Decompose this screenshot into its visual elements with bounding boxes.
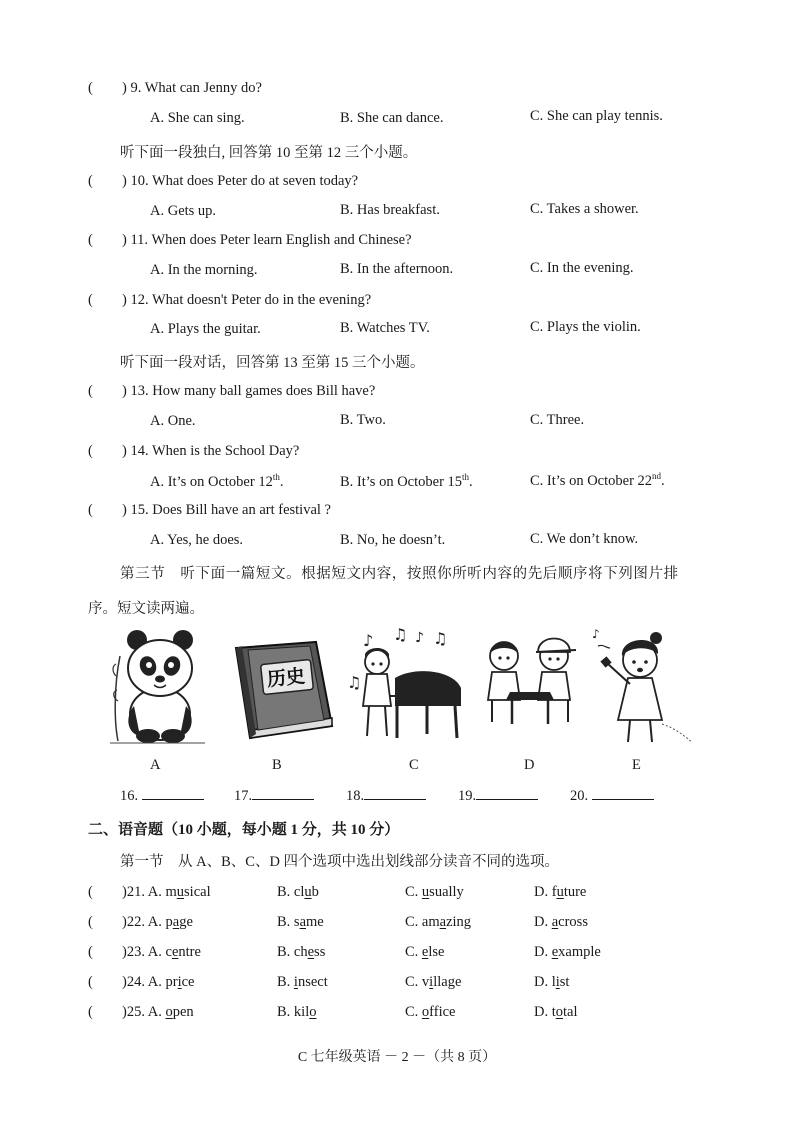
option-punct: . xyxy=(279,473,284,490)
option-word: centre xyxy=(165,944,201,960)
svg-text:♫: ♫ xyxy=(433,629,448,648)
option-23c xyxy=(405,944,444,961)
instruction-monologue: 听下面一段独白, 回答第 10 至第 12 三个小题。 xyxy=(120,145,418,161)
question-11: ) 11. When does Peter learn English and Chinese? xyxy=(122,232,412,248)
option-21c xyxy=(405,884,464,901)
answer-blank-19[interactable] xyxy=(458,787,538,805)
question-15: ) 15. Does Bill have an art festival ? xyxy=(122,502,331,518)
blank-line[interactable] xyxy=(476,787,538,800)
blank-number: 17. xyxy=(234,788,253,804)
option-12c: C. Plays the violin. xyxy=(530,319,641,335)
option-22c xyxy=(405,914,471,931)
instruction-dialogue: 听下面一段对话，回答第 13 至第 15 三个小题。 xyxy=(120,355,425,371)
option-punct: . xyxy=(469,473,473,490)
answer-bracket-14[interactable]: ( xyxy=(88,443,93,459)
piano-girl-picture xyxy=(345,626,465,744)
question-number: 12. xyxy=(130,292,149,308)
option-24c xyxy=(405,974,461,991)
option-word: C. village xyxy=(405,974,462,990)
option-word: musical xyxy=(165,884,211,900)
underlined-letters: u xyxy=(176,884,185,900)
section3-instruction-line1: 第三节 听下面一篇短文。根据短文内容，按照你所听内容的先后顺序将下列图片排 xyxy=(120,566,679,582)
option-11c: C. In the evening. xyxy=(530,260,634,276)
part2-section1-instruction: 第一节 从 A、B、C、D 四个选项中选出划线部分读音不同的选项。 xyxy=(120,854,560,870)
answer-bracket-22[interactable]: ( xyxy=(88,914,93,930)
question-number: 14. xyxy=(130,443,149,459)
blank-line[interactable] xyxy=(364,787,426,800)
option-25c xyxy=(405,1004,455,1021)
option-punct: . xyxy=(661,472,665,489)
underlined-letters: u xyxy=(556,884,564,900)
chess-kids-picture xyxy=(480,630,580,730)
answer-blank-16[interactable] xyxy=(120,787,204,805)
question-number: 11. xyxy=(130,232,149,248)
question-number: )24. A. xyxy=(122,974,166,990)
option-11a: A. In the morning. xyxy=(150,262,258,278)
option-word: B. club xyxy=(277,884,319,900)
underlined-letters: i xyxy=(555,974,560,990)
answer-bracket-15[interactable]: ( xyxy=(88,502,93,518)
option-23b xyxy=(277,944,325,961)
picture-label-b: B xyxy=(272,757,282,773)
panda-picture xyxy=(110,626,205,744)
underlined-letters: e xyxy=(551,944,559,960)
ordinal-suffix: th xyxy=(272,472,280,482)
answer-bracket-13[interactable]: ( xyxy=(88,383,93,399)
ordinal-suffix: nd xyxy=(652,471,662,481)
option-word: C. amazing xyxy=(405,914,472,930)
underlined-letters: a xyxy=(172,914,180,930)
underlined-letters: e xyxy=(307,944,315,960)
answer-bracket-12[interactable]: ( xyxy=(88,292,93,308)
option-14b xyxy=(340,472,473,491)
option-word: C. else xyxy=(405,944,445,960)
option-13a: A. One. xyxy=(150,413,196,429)
option-word: price xyxy=(165,974,195,990)
option-23d xyxy=(534,944,601,961)
option-word: C. usually xyxy=(405,884,464,900)
book-title: 历史 xyxy=(265,665,307,691)
question-stem: Does Bill have an art festival ? xyxy=(152,502,331,518)
option-word: D. future xyxy=(534,884,587,900)
option-word: D. example xyxy=(534,944,601,960)
underlined-letters: o xyxy=(421,1004,430,1020)
svg-text:♫: ♫ xyxy=(347,673,362,692)
option-15a: A. Yes, he does. xyxy=(150,532,244,548)
option-15c: C. We don’t know. xyxy=(530,531,639,547)
svg-text:♪: ♪ xyxy=(363,631,374,650)
option-21a xyxy=(122,884,211,901)
underlined-letters: o xyxy=(309,1004,317,1020)
option-word: open xyxy=(165,1004,194,1020)
ordinal-suffix: th xyxy=(462,472,470,482)
option-23a xyxy=(122,944,201,961)
question-number: 10. xyxy=(130,173,149,189)
option-25a xyxy=(122,1004,194,1021)
blank-number: 19. xyxy=(458,788,477,804)
question-13: ) 13. How many ball games does Bill have? xyxy=(122,383,376,399)
option-11b: B. In the afternoon. xyxy=(340,261,454,277)
option-word: D. across xyxy=(534,914,588,930)
option-word: B. chess xyxy=(277,944,326,960)
option-text: C. It’s on October 22 xyxy=(530,472,653,489)
option-22b xyxy=(277,914,324,931)
option-9a: A. She can sing. xyxy=(150,110,245,126)
page-footer: C 七年级英语 － 2 －（共 8 页） xyxy=(297,1050,497,1065)
picture-label-a: A xyxy=(150,757,161,773)
option-9b: B. She can dance. xyxy=(340,110,444,126)
question-stem: What can Jenny do? xyxy=(144,80,262,96)
option-22a xyxy=(122,914,193,931)
option-10b: B. Has breakfast. xyxy=(340,202,440,218)
question-14: ) 14. When is the School Day? xyxy=(122,443,300,459)
blank-line[interactable] xyxy=(142,787,204,800)
picture-label-d: D xyxy=(524,757,535,773)
option-22d xyxy=(534,914,588,931)
option-14a xyxy=(150,472,283,491)
option-12b: B. Watches TV. xyxy=(340,320,430,336)
blank-number: 18. xyxy=(346,788,365,804)
option-word: page xyxy=(165,914,193,930)
option-24d xyxy=(534,974,569,991)
option-word: B. same xyxy=(277,914,324,930)
question-number: )21. A. xyxy=(122,884,166,900)
underlined-letters: u xyxy=(304,884,312,900)
question-stem: How many ball games does Bill have? xyxy=(152,383,376,399)
underlined-letters: e xyxy=(421,944,429,960)
option-21b xyxy=(277,884,319,901)
picture-label-c: C xyxy=(409,757,419,773)
option-10c: C. Takes a shower. xyxy=(530,201,639,217)
answer-bracket-11[interactable]: ( xyxy=(88,232,93,248)
underlined-letters: i xyxy=(429,974,434,990)
svg-text:♪: ♪ xyxy=(415,630,424,646)
underlined-letters: o xyxy=(555,1004,563,1020)
answer-bracket-10[interactable]: ( xyxy=(88,173,93,189)
underlined-letters: a xyxy=(551,914,559,930)
option-text: B. It’s on October 15 xyxy=(340,473,463,490)
question-number: 9. xyxy=(130,80,142,96)
option-21d xyxy=(534,884,586,901)
option-15b: B. No, he doesn’t. xyxy=(340,532,446,548)
question-9: ) 9. What can Jenny do? xyxy=(122,80,262,96)
answer-bracket-25[interactable]: ( xyxy=(88,1004,93,1020)
underlined-letters: a xyxy=(299,914,307,930)
underlined-letters: i xyxy=(177,974,182,990)
option-14c xyxy=(530,471,665,490)
question-stem: When does Peter learn English and Chinese? xyxy=(151,232,412,248)
question-stem: What does Peter do at seven today? xyxy=(151,173,359,189)
question-stem: What doesn't Peter do in the evening? xyxy=(151,292,372,308)
question-10: ) 10. What does Peter do at seven today? xyxy=(122,173,359,189)
blank-number: 20. xyxy=(570,788,589,804)
answer-blank-17[interactable] xyxy=(234,787,314,805)
svg-text:♫: ♫ xyxy=(393,626,408,644)
option-12a: A. Plays the guitar. xyxy=(150,321,261,337)
option-9c: C. She can play tennis. xyxy=(530,108,663,124)
blank-line[interactable] xyxy=(252,787,314,800)
answer-blank-20[interactable] xyxy=(570,787,654,805)
answer-bracket-23[interactable]: ( xyxy=(88,944,93,960)
blank-number: 16. xyxy=(120,788,139,804)
history-book-picture xyxy=(228,638,336,742)
question-number: )22. A. xyxy=(122,914,166,930)
blank-line[interactable] xyxy=(592,787,654,800)
section3-instruction-line2: 序。短文读两遍。 xyxy=(88,601,204,617)
question-12: ) 12. What doesn't Peter do in the evening? xyxy=(122,292,372,308)
answer-bracket-24[interactable]: ( xyxy=(88,974,93,990)
option-text: A. It’s on October 12 xyxy=(150,473,273,490)
option-24b xyxy=(277,974,328,991)
option-word: D. list xyxy=(534,974,570,990)
underlined-letters: i xyxy=(293,974,298,990)
option-25d xyxy=(534,1004,578,1021)
answer-bracket-9[interactable]: ( xyxy=(88,80,93,96)
question-number: )25. A. xyxy=(122,1004,166,1020)
answer-bracket-21[interactable]: ( xyxy=(88,884,93,900)
svg-text:♪: ♪ xyxy=(592,627,600,641)
picture-label-e: E xyxy=(632,757,641,773)
option-10a: A. Gets up. xyxy=(150,203,217,219)
answer-blank-18[interactable] xyxy=(346,787,426,805)
option-13b: B. Two. xyxy=(340,412,386,428)
question-number: )23. A. xyxy=(122,944,166,960)
underlined-letters: o xyxy=(165,1004,173,1020)
underlined-letters: a xyxy=(439,914,447,930)
option-24a xyxy=(122,974,195,991)
question-number: 15. xyxy=(130,502,149,518)
question-number: 13. xyxy=(130,383,149,399)
option-word: B. kilo xyxy=(277,1004,317,1020)
underlined-letters: u xyxy=(421,884,430,900)
option-25b xyxy=(277,1004,316,1021)
underlined-letters: e xyxy=(171,944,179,960)
question-stem: When is the School Day? xyxy=(151,443,300,459)
option-word: D. total xyxy=(534,1004,578,1020)
option-13c: C. Three. xyxy=(530,412,585,428)
option-word: B. insect xyxy=(277,974,328,990)
part2-heading: 二、语音题（10 小题，每小题 1 分，共 10 分） xyxy=(88,822,400,838)
option-word: C. office xyxy=(405,1004,456,1020)
singing-girl-picture xyxy=(590,624,695,748)
